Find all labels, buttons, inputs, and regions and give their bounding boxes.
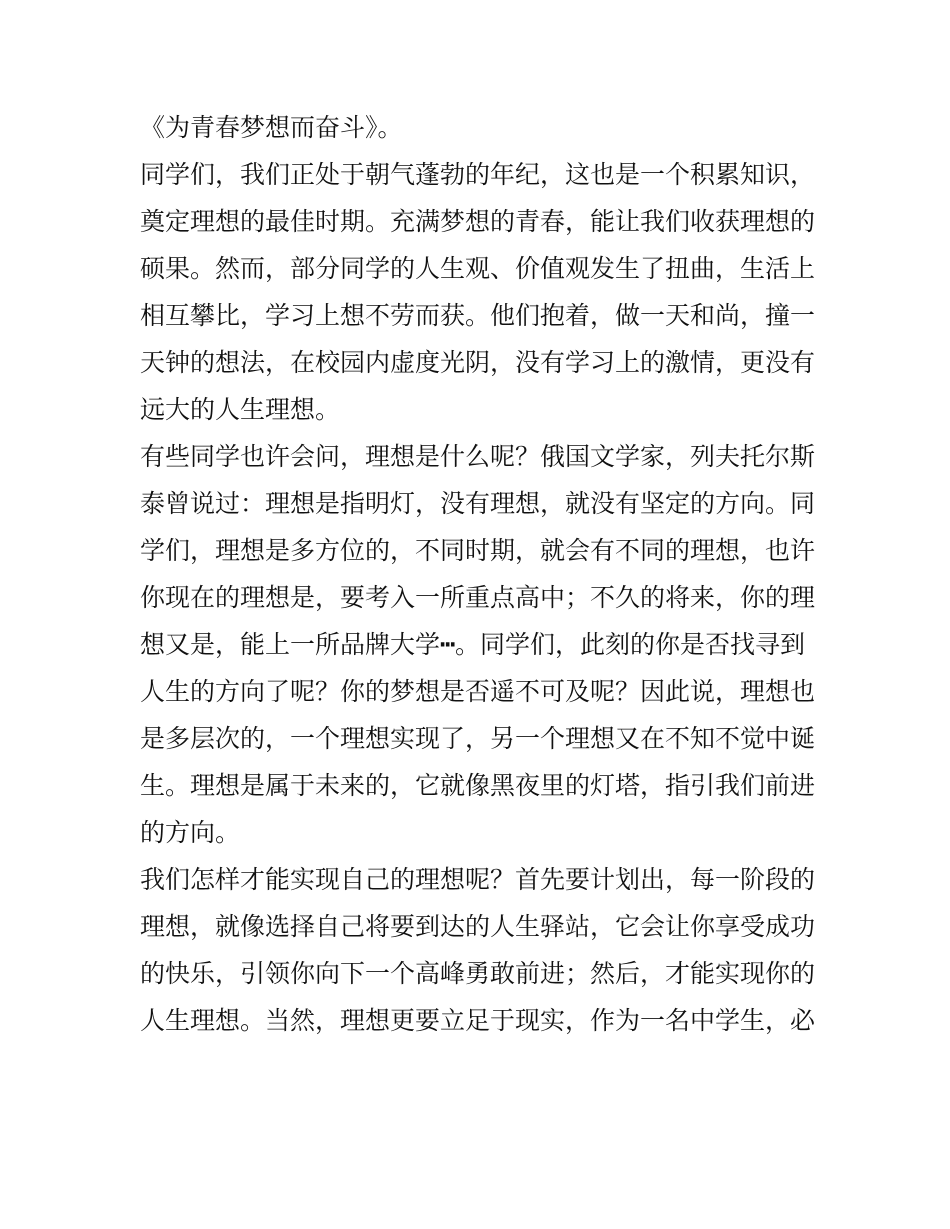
text-line: 同学们，我们正处于朝气蓬勃的年纪，这也是一个积累知识，: [140, 160, 816, 189]
text-line: 的方向。: [140, 818, 241, 847]
text-line: 想又是，能上一所品牌大学┅。同学们，此刻的你是否找寻到: [140, 630, 806, 659]
text-line: 学们，理想是多方位的，不同时期，就会有不同的理想，也许: [140, 536, 816, 565]
text-line: 硕果。然而，部分同学的人生观、价值观发生了扭曲，生活上: [140, 254, 816, 283]
text-line: 的快乐，引领你向下一个高峰勇敢前进；然后，才能实现你的: [140, 959, 816, 988]
title-line: 《为青春梦想而奋斗》。: [140, 113, 403, 142]
body-text: [140, 104, 820, 1044]
text-line: 我们怎样才能实现自己的理想呢？首先要计划出，每一阶段的: [140, 865, 816, 894]
text-line: 奠定理想的最佳时期。充满梦想的青春，能让我们收获理想的: [140, 207, 816, 236]
text-line: 你现在的理想是，要考入一所重点高中；不久的将来，你的理: [140, 583, 816, 612]
text-line: 人生的方向了呢？你的梦想是否遥不可及呢？因此说，理想也: [140, 677, 816, 706]
text-line: 天钟的想法，在校园内虚度光阴，没有学习上的激情，更没有: [140, 348, 816, 377]
text-line: 有些同学也许会问，理想是什么呢？俄国文学家，列夫托尔斯: [140, 442, 816, 471]
text-line: 泰曾说过：理想是指明灯，没有理想，就没有坚定的方向。同: [140, 489, 816, 518]
text-line: 人生理想。当然，理想更要立足于现实，作为一名中学生，必: [140, 1006, 816, 1035]
text-line: 是多层次的，一个理想实现了，另一个理想又在不知不觉中诞: [140, 724, 816, 753]
text-line: 理想，就像选择自己将要到达的人生驿站，它会让你享受成功: [140, 912, 816, 941]
text-line: 生。理想是属于未来的，它就像黑夜里的灯塔，指引我们前进: [140, 771, 816, 800]
text-line: 远大的人生理想。: [140, 395, 341, 424]
text-line: 相互攀比，学习上想不劳而获。他们抱着，做一天和尚，撞一: [140, 301, 816, 330]
